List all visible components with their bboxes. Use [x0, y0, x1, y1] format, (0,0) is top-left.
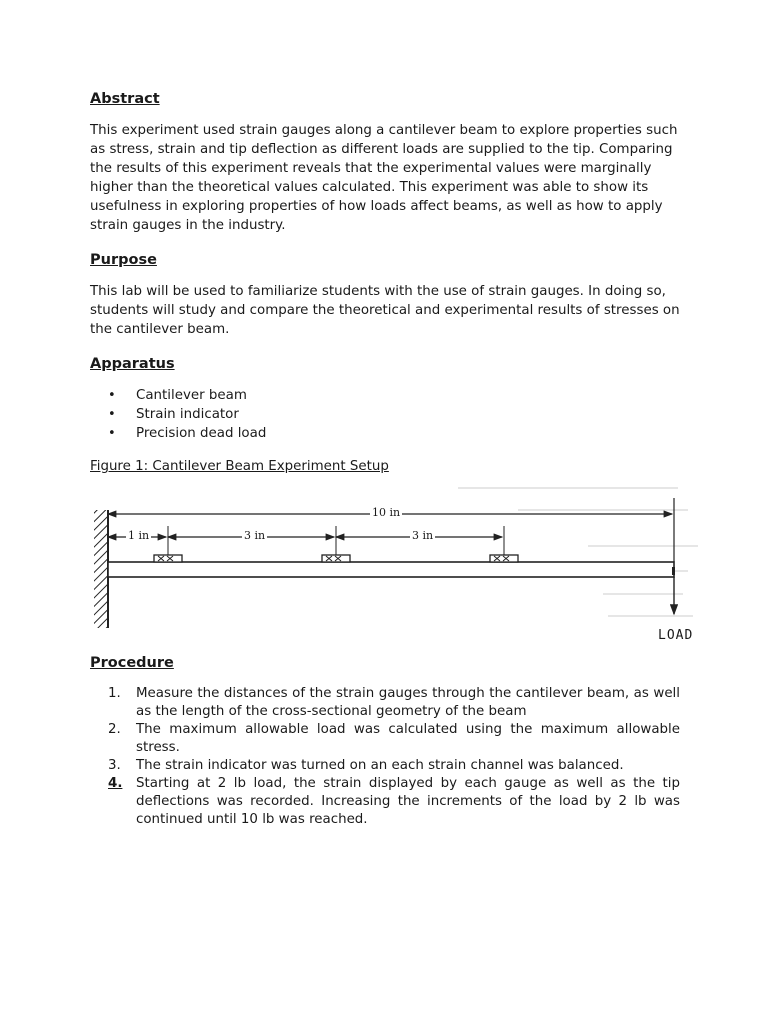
step-text: The strain indicator was turned on an each strain channel was balanced.	[136, 758, 624, 773]
apparatus-item-label: Precision dead load	[136, 426, 267, 441]
spacing-2-label: 3 in	[412, 529, 434, 542]
purpose-heading: Purpose	[90, 252, 157, 268]
step-number: 3.	[108, 758, 121, 773]
purpose-body: This lab will be used to familiarize students with the use of strain gauges. In doing so, students will study and compare the theoretical and experimental results of stresses on the cantilever beam.	[90, 284, 680, 337]
procedure-step	[108, 757, 680, 775]
procedure-step	[108, 685, 680, 721]
step-number: 4.	[108, 776, 123, 791]
procedure-step	[108, 775, 680, 829]
step-text: The maximum allowable load was calculated using the maximum allowable stress.	[136, 722, 680, 755]
apparatus-item	[108, 424, 680, 443]
apparatus-list	[90, 386, 680, 443]
procedure-step	[108, 721, 680, 757]
figure-caption: Figure 1: Cantilever Beam Experiment Setup	[90, 459, 389, 474]
document-page	[90, 88, 694, 829]
cantilever-beam-figure	[88, 476, 708, 646]
step-text: Measure the distances of the strain gauges through the cantilever beam, as well as the length of the cross-sectional geometry of the beam	[136, 686, 680, 719]
scan-bleed-through	[458, 488, 698, 616]
abstract-body: This experiment used strain gauges along a cantilever beam to explore properties such as stress, strain and tip deflection as different loads are supplied to the tip. Comparing the results of this experiment reveals that the experimental values were marginally higher than the theoretical values calculated. This experiment was able to show its usefulness in exploring properties of how loads affect beams, as well as how to apply strain gauges in the industry.	[90, 123, 678, 233]
apparatus-item-label: Cantilever beam	[136, 388, 247, 403]
beam	[108, 562, 674, 577]
apparatus-item	[108, 405, 680, 424]
abstract-heading: Abstract	[90, 91, 160, 107]
apparatus-heading: Apparatus	[90, 356, 175, 372]
step-text: Starting at 2 lb load, the strain displayed by each gauge as well as the tip deflections was recorded. Increasing the increments of the load by 2 lb was continued until 10 lb was reached.	[136, 776, 680, 827]
load-label: LOAD	[658, 628, 694, 643]
procedure-heading: Procedure	[90, 655, 174, 671]
procedure-list	[90, 685, 680, 829]
bullet: •	[108, 426, 116, 441]
wall-hatch	[94, 510, 108, 628]
bullet: •	[108, 407, 116, 422]
first-gauge-label: 1 in	[128, 529, 150, 542]
bullet: •	[108, 388, 116, 403]
step-number: 1.	[108, 686, 121, 701]
beam-diagram	[88, 476, 708, 646]
total-length-label: 10 in	[372, 506, 401, 519]
spacing-1-label: 3 in	[244, 529, 266, 542]
apparatus-item	[108, 386, 680, 405]
apparatus-item-label: Strain indicator	[136, 407, 239, 422]
step-number: 2.	[108, 722, 121, 737]
